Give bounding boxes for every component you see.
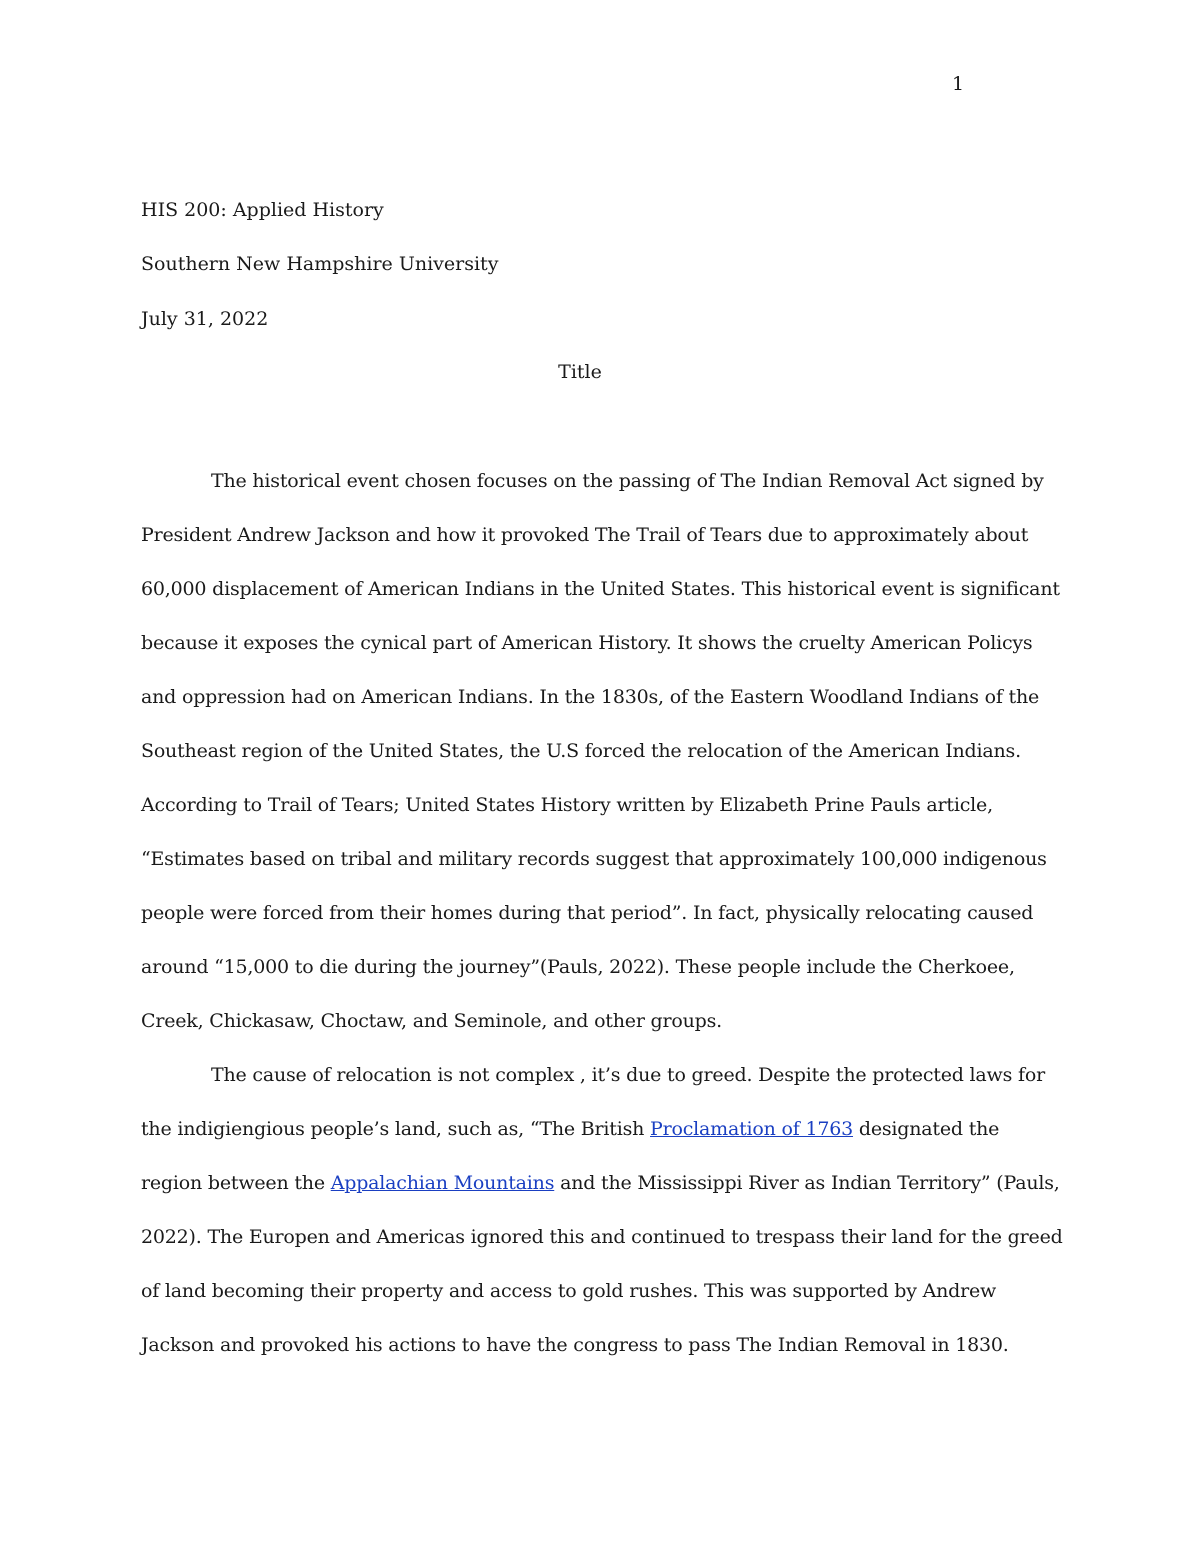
paragraph-2-text: the indigiengious people’s land, such as, “The British: [141, 1118, 651, 1140]
course-name: HIS 200: Applied History: [141, 199, 384, 221]
paragraph-2-line: Jackson and provoked his actions to have the congress to pass The Indian Removal in 1830.: [141, 1334, 1009, 1356]
paragraph-1-line: around “15,000 to die during the journey”(Pauls, 2022). These people include the Cherkoee,: [141, 956, 1015, 978]
page-number: 1: [952, 73, 965, 95]
paragraph-1-line: Creek, Chickasaw, Choctaw, and Seminole, and other groups.: [141, 1010, 723, 1032]
paragraph-2-text: region between the: [141, 1172, 331, 1194]
paragraph-1-line: people were forced from their homes during that period”. In fact, physically relocating caused: [141, 902, 1034, 924]
paragraph-1-line: because it exposes the cynical part of American History. It shows the cruelty American Policys: [141, 632, 1033, 654]
paragraph-1-line: Southeast region of the United States, the U.S forced the relocation of the American Indians.: [141, 740, 1021, 762]
paragraph-2-text: designated the: [853, 1118, 1000, 1140]
paragraph-2-line: of land becoming their property and access to gold rushes. This was supported by Andrew: [141, 1280, 997, 1302]
paragraph-1-line: and oppression had on American Indians. In the 1830s, of the Eastern Woodland Indians of the: [141, 686, 1040, 708]
paragraph-1-line: According to Trail of Tears; United States History written by Elizabeth Prine Pauls article,: [141, 794, 993, 816]
paragraph-1-line: “Estimates based on tribal and military records suggest that approximately 100,000 indigenous: [141, 848, 1047, 870]
submission-date: July 31, 2022: [141, 308, 269, 330]
institution-name: Southern New Hampshire University: [141, 253, 499, 275]
paragraph-1-line: 60,000 displacement of American Indians in the United States. This historical event is significant: [141, 578, 1060, 600]
essay-title: Title: [558, 361, 602, 383]
paragraph-2-line: 2022). The Europen and Americas ignored this and continued to trespass their land for the greed: [141, 1226, 1063, 1248]
paragraph-1-line: President Andrew Jackson and how it provoked The Trail of Tears due to approximately about: [141, 524, 1029, 546]
paragraph-2-text: and the Mississippi River as Indian Territory” (Pauls,: [554, 1172, 1060, 1194]
paragraph-2-line: [141, 1171, 1060, 1195]
proclamation-of-1763-link[interactable]: Proclamation of 1763: [650, 1118, 854, 1140]
paragraph-2-line: [141, 1117, 999, 1141]
appalachian-mountains-link[interactable]: Appalachian Mountains: [330, 1172, 555, 1194]
paragraph-2-line: The cause of relocation is not complex , it’s due to greed. Despite the protected laws for: [211, 1064, 1045, 1086]
paragraph-1-line: The historical event chosen focuses on the passing of The Indian Removal Act signed by: [211, 470, 1044, 492]
